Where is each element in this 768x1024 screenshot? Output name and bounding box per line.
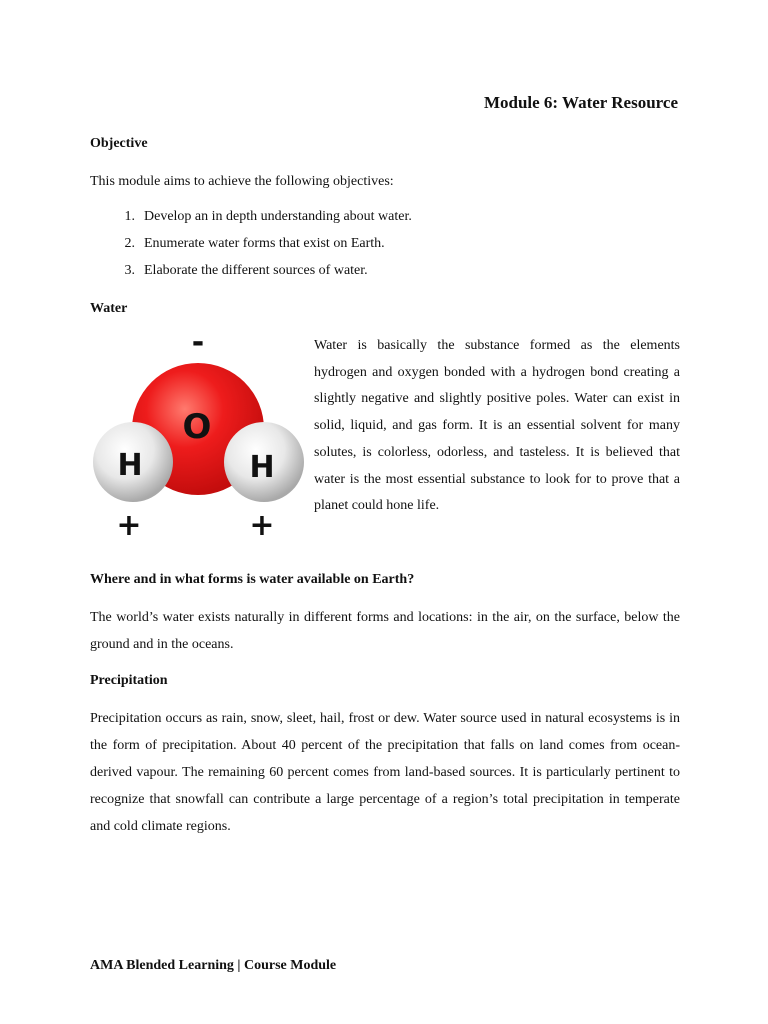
hydrogen-right-label: H bbox=[249, 450, 275, 485]
objectives-list bbox=[90, 206, 680, 287]
list-item bbox=[90, 206, 680, 233]
module-title: Module 6: Water Resource bbox=[483, 93, 678, 112]
precipitation-paragraph: Precipitation occurs as rain, snow, sleet, hail, frost or dew. Water source used in natural ecosystems is in the form of precipitation. About 40 percent of the precipitation that falls on land comes from ocean-derived vapour. The remaining 60 percent comes from land-based sources. It is particularly pertinent to recognize that snowfall can contribute a large percentage of a region’s total precipitation in temperate and cold climate regions. bbox=[90, 711, 680, 834]
list-item-text: Elaborate the different sources of water. bbox=[144, 263, 368, 278]
oxygen-label: O bbox=[182, 407, 212, 447]
list-item-text: Enumerate water forms that exist on Earth. bbox=[144, 236, 385, 251]
hydrogen-left-label: H bbox=[117, 448, 143, 483]
positive-charge-sign-left: + bbox=[116, 508, 142, 542]
precipitation-heading: Precipitation bbox=[90, 673, 168, 688]
objective-intro: This module aims to achieve the following objectives: bbox=[90, 174, 394, 189]
list-item-number: 2. bbox=[124, 236, 135, 251]
forms-heading: Where and in what forms is water available on Earth? bbox=[90, 572, 415, 587]
list-item-number: 3. bbox=[124, 263, 135, 278]
negative-charge-sign: - bbox=[191, 330, 205, 360]
page-footer: AMA Blended Learning | Course Module bbox=[90, 958, 337, 973]
water-heading: Water bbox=[90, 301, 128, 316]
list-item bbox=[90, 260, 680, 287]
list-item bbox=[90, 233, 680, 260]
water-description: Water is basically the substance formed as the elements hydrogen and oxygen bonded with a hydrogen bond creating a slightly negative and slightly positive poles. Water can exist in solid, liquid, and gas form. It is an essential solvent for many solutes, is colorless, odorless, and tasteless. It is believed that water is the most essential substance to look for to prove that a planet could hone life. bbox=[314, 338, 680, 514]
objective-heading: Objective bbox=[90, 136, 148, 151]
water-molecule-diagram bbox=[88, 330, 310, 542]
forms-paragraph: The world’s water exists naturally in different forms and locations: in the air, on the surface, below the ground and in the oceans. bbox=[90, 610, 680, 652]
list-item-number: 1. bbox=[124, 209, 135, 224]
positive-charge-sign-right: + bbox=[249, 508, 275, 542]
list-item-text: Develop an in depth understanding about water. bbox=[144, 209, 412, 224]
